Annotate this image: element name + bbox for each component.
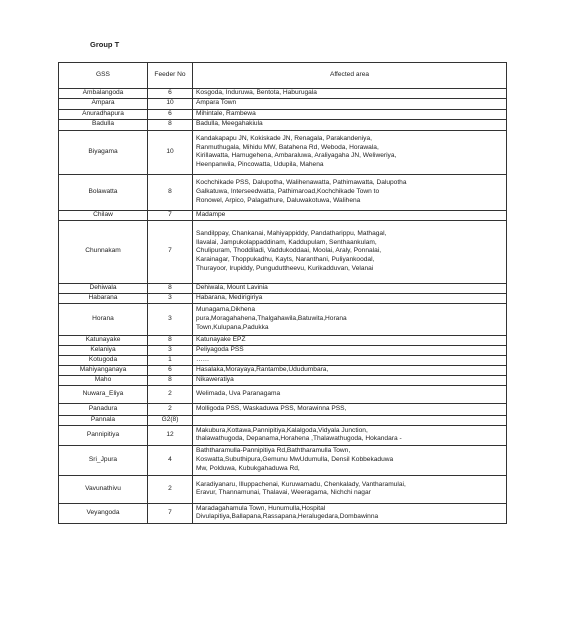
table-body	[59, 89, 507, 524]
table-row	[59, 335, 507, 345]
feeder-no-cell: 7	[148, 503, 193, 523]
affected-area-cell	[193, 415, 507, 425]
gss-cell: Kelaniya	[59, 345, 148, 355]
table-row	[59, 445, 507, 475]
affected-area-cell: Kosgoda, Induruwa, Bentota, Haburugala	[193, 89, 507, 99]
feeder-no-cell: 2	[148, 475, 193, 503]
feeder-no-cell: 6	[148, 109, 193, 119]
table-row	[59, 119, 507, 130]
affected-area-cell: Ampara Town	[193, 98, 507, 109]
gss-cell: Badulla	[59, 119, 148, 130]
affected-area-cell: Molligoda PSS, Waskaduwa PSS, Morawinna PSS,	[193, 403, 507, 415]
table-row	[59, 283, 507, 293]
table-row	[59, 403, 507, 415]
gss-cell: Ampara	[59, 98, 148, 109]
gss-cell: Ambalangoda	[59, 89, 148, 99]
table-row	[59, 355, 507, 365]
feeder-no-cell: 1	[148, 355, 193, 365]
gss-cell: Biyagama	[59, 130, 148, 174]
feeder-no-cell: 12	[148, 425, 193, 445]
gss-cell: Bolawatta	[59, 174, 148, 210]
gss-cell: Anuradhapura	[59, 109, 148, 119]
outage-table	[58, 62, 507, 524]
table-row	[59, 385, 507, 403]
affected-area-cell: ……	[193, 355, 507, 365]
table-row	[59, 375, 507, 385]
affected-area-cell: Makubura,Kottawa,Pannipitiya,Kalalgoda,Vidyala Junction, thalawathugoda, Depanama,Horahena ,Thalawathugoda, Hokandara -	[193, 425, 507, 445]
table-row	[59, 210, 507, 220]
feeder-no-cell: 6	[148, 365, 193, 375]
gss-cell: Habarana	[59, 293, 148, 303]
feeder-no-cell: 7	[148, 220, 193, 283]
table-row	[59, 174, 507, 210]
feeder-no-cell: 3	[148, 293, 193, 303]
gss-cell: Chunnakam	[59, 220, 148, 283]
header-feeder-no: Feeder No	[148, 63, 193, 89]
gss-cell: Maho	[59, 375, 148, 385]
affected-area-cell: Badulla, Meegahakiula	[193, 119, 507, 130]
gss-cell: Pannala	[59, 415, 148, 425]
feeder-no-cell: 2	[148, 385, 193, 403]
feeder-no-cell: 8	[148, 335, 193, 345]
table-row	[59, 503, 507, 523]
affected-area-cell: Sandilppay, Chankanai, Mahiyappiddy, Pandatharippu, Mathagal, Ilavalai, Jampukolappaddinam, Kaddupulam, Senthaankulam, Chulipuram, Thoddiladi, Vaddukoddaai, Moolai, Araly, Ponnalai, Karainagar, Thoppukadhu, Kayts, Naranthani, Puliyankoodal, Thurayoor, Irupiddy, Punguduttheevu, Kurikadduvan, Velanai	[193, 220, 507, 283]
feeder-no-cell: 6	[148, 89, 193, 99]
gss-cell: Dehiwala	[59, 283, 148, 293]
header-affected-area: Affected area	[193, 63, 507, 89]
gss-cell: Kotugoda	[59, 355, 148, 365]
gss-cell: Mahiyanganaya	[59, 365, 148, 375]
table-row	[59, 89, 507, 99]
affected-area-cell: Peliyagoda PSS	[193, 345, 507, 355]
gss-cell: Panadura	[59, 403, 148, 415]
affected-area-cell: Madampe	[193, 210, 507, 220]
affected-area-cell: Munagama,Dikhena pura,Moragahahena,Thalgahawila,Batuwita,Horana Town,Kulupana,Padukka	[193, 303, 507, 335]
gss-cell: Vavunathivu	[59, 475, 148, 503]
affected-area-cell: Kochchikade PSS, Dalupotha, Walihenawatta, Pathimawatta, Dalupotha Galkatuwa, Interseedwatta, Pathimaroad,Kochchikade Town to Ronowel, Arpico, Palagathure, Daluwakotuwa, Walihena	[193, 174, 507, 210]
affected-area-cell: Hasalaka,Morayaya,Rantambe,Ududumbara,	[193, 365, 507, 375]
affected-area-cell: Katunayake EPZ	[193, 335, 507, 345]
gss-cell: Nuwara_Eliya	[59, 385, 148, 403]
table-row	[59, 345, 507, 355]
gss-cell: Pannipitiya	[59, 425, 148, 445]
table-row	[59, 98, 507, 109]
feeder-no-cell: G2(8)	[148, 415, 193, 425]
feeder-no-cell: 2	[148, 403, 193, 415]
table-row	[59, 365, 507, 375]
feeder-no-cell: 3	[148, 345, 193, 355]
feeder-no-cell: 10	[148, 130, 193, 174]
table-row	[59, 415, 507, 425]
affected-area-cell: Welimada, Uva Paranagama	[193, 385, 507, 403]
affected-area-cell: Maradagahamula Town, Hunumulla,Hospital Divulapitiya,Ballapana,Rassapana,Heralugedara,Dombawinna	[193, 503, 507, 523]
affected-area-cell: Dehiwala, Mount Lavinia	[193, 283, 507, 293]
table-row	[59, 303, 507, 335]
table-row	[59, 475, 507, 503]
gss-cell: Katunayake	[59, 335, 148, 345]
gss-cell: Chilaw	[59, 210, 148, 220]
affected-area-cell: Habarana, Medirigiriya	[193, 293, 507, 303]
feeder-no-cell: 8	[148, 119, 193, 130]
affected-area-cell: Kandakapapu JN, Kokiskade JN, Renagala, Parakandeniya, Ranmuthugala, Mihidu MW, Batahena Rd, Weboda, Horawala, Kirillawatta, Hamugehena, Ambaraluwa, Araliyagaha JN, Weliweriya, Heenpanwila, Pincowatta, Udupila, Mahena	[193, 130, 507, 174]
gss-cell: Horana	[59, 303, 148, 335]
affected-area-cell: Mihintale, Rambewa	[193, 109, 507, 119]
affected-area-cell: Baththaramulla-Pannipitiya Rd,Baththaramulla Town, Koswatta,Subuthipura,Gemunu MwUdumulla, Densil Kobbekaduwa Mw, Polduwa, Kubukgahaduwa Rd,	[193, 445, 507, 475]
table-row	[59, 220, 507, 283]
table-row	[59, 425, 507, 445]
feeder-no-cell: 8	[148, 375, 193, 385]
affected-area-cell: Karadiyanaru, Illuppachenai, Kuruwamadu, Chenkalady, Vantharamulai, Eravur, Thannamunai, Thalavai, Weeragama, Nichchi nagar	[193, 475, 507, 503]
gss-cell: Veyangoda	[59, 503, 148, 523]
affected-area-cell: Nikaweratiya	[193, 375, 507, 385]
gss-cell: Sri_Jpura	[59, 445, 148, 475]
feeder-no-cell: 3	[148, 303, 193, 335]
feeder-no-cell: 10	[148, 98, 193, 109]
feeder-no-cell: 7	[148, 210, 193, 220]
table-row	[59, 130, 507, 174]
feeder-no-cell: 8	[148, 283, 193, 293]
table-header-row	[59, 63, 507, 89]
feeder-no-cell: 8	[148, 174, 193, 210]
table-row	[59, 109, 507, 119]
table-row	[59, 293, 507, 303]
header-gss: GSS	[59, 63, 148, 89]
feeder-no-cell: 4	[148, 445, 193, 475]
group-title: Group T	[90, 40, 120, 49]
